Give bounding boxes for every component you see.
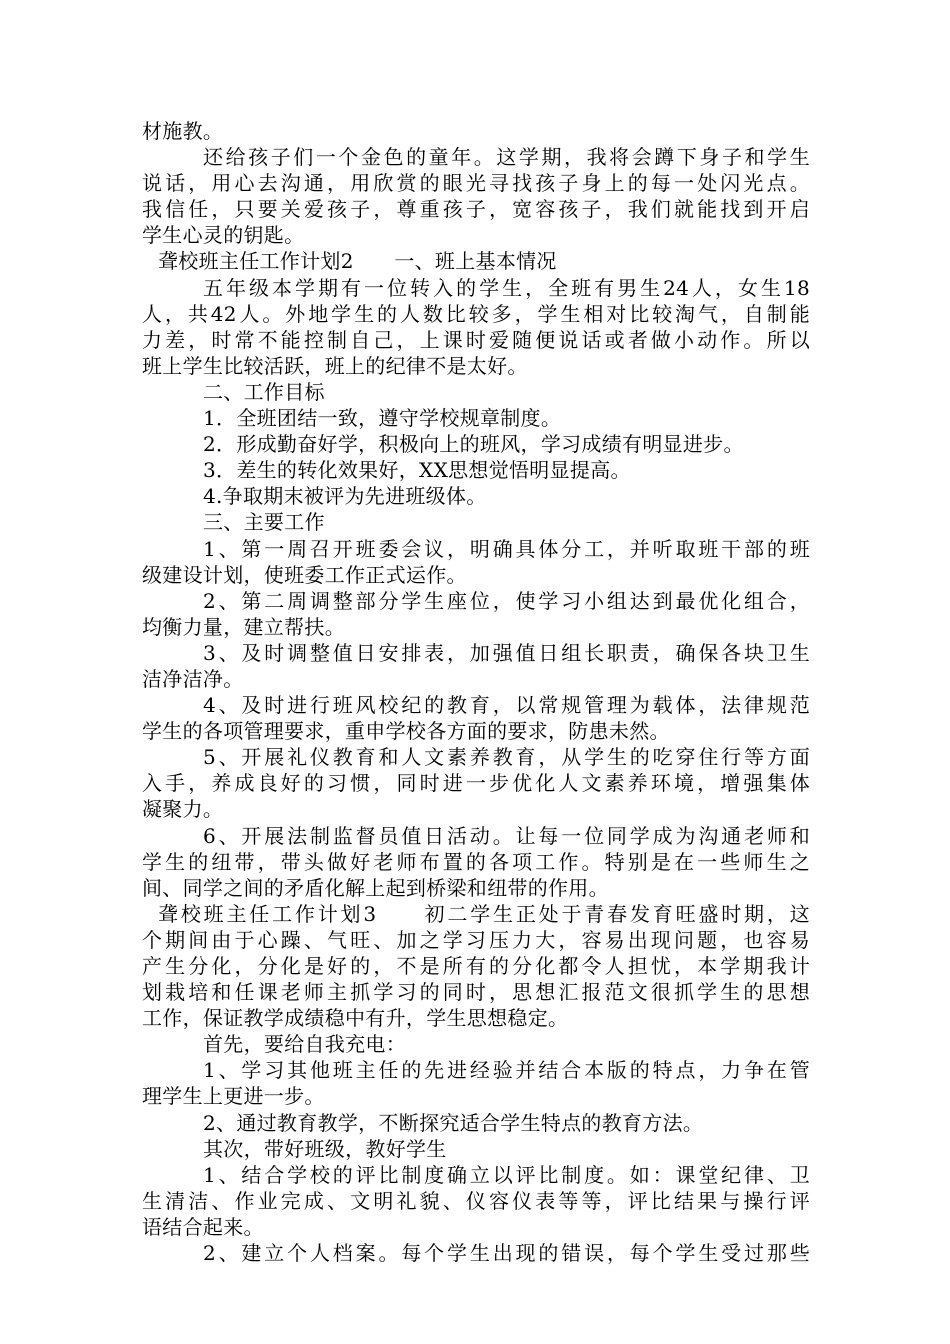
text-line: 说话，用心去沟通，用欣赏的眼光寻找孩子身上的每一处闪光点。: [142, 171, 810, 196]
text-line: 3．差生的转化效果好，XX思想觉悟明显提高。: [203, 458, 631, 483]
text-line: 均衡力量，建立帮扶。: [142, 614, 345, 639]
text-line: 4.争取期末被评为先进班级体。: [203, 484, 487, 509]
text-line: 产生分化，分化是好的，不是所有的分化都令人担忧，本学期我计: [142, 954, 810, 978]
text-line: 理学生上更进一步。: [142, 1084, 325, 1109]
text-line: 间、同学之间的矛盾化解上起到桥梁和纽带的作用。: [142, 875, 609, 900]
text-line: 还给孩子们一个金色的童年。这学期，我将会蹲下身子和学生: [203, 145, 810, 170]
text-line: 二、工作目标: [203, 379, 325, 404]
text-line: 我信任，只要关爱孩子，尊重孩子，宽容孩子，我们就能找到开启: [142, 197, 810, 222]
text-line: 人，共42人。外地学生的人数比较多，学生相对比较淘气，自制能: [142, 301, 810, 326]
text-line: 划栽培和任课老师主抓学习的同时，思想汇报范文很抓学生的思想: [142, 980, 810, 1005]
text-line: 6、开展法制监督员值日活动。让每一位同学成为沟通老师和: [203, 823, 810, 848]
text-line: 凝聚力。: [142, 797, 224, 822]
text-line: 学生的纽带，带头做好老师布置的各项工作。特别是在一些师生之: [142, 849, 810, 874]
text-line: 4、及时进行班风校纪的教育，以常规管理为载体，法律规范: [203, 693, 810, 718]
text-line: 5、开展礼仪教育和人文素养教育，从学生的吃穿住行等方面: [203, 745, 810, 770]
text-line: 班上学生比较活跃，班上的纪律不是太好。: [142, 353, 528, 378]
text-line: 级建设计划，使班委工作正式运作。: [142, 562, 467, 587]
text-line: 2、通过教育教学，不断探究适合学生特点的教育方法。: [203, 1110, 704, 1135]
text-line: 力差，时常不能控制自己，上课时爱随便说话或者做小动作。所以: [142, 327, 810, 352]
text-line: 三、主要工作: [203, 510, 325, 535]
text-line: 2、建立个人档案。每个学生出现的错误，每个学生受过那些: [203, 1241, 810, 1266]
text-line: 3、及时调整值日安排表，加强值日组长职责，确保各块卫生: [203, 640, 810, 665]
text-line: 学生心灵的钥匙。: [142, 223, 305, 248]
text-line: 2．形成勤奋好学，积极向上的班风，学习成绩有明显进步。: [203, 432, 744, 457]
text-line: 学生的各项管理要求，重申学校各方面的要求，防患未然。: [142, 719, 670, 744]
text-line: 个期间由于心躁、气旺、加之学习压力大，容易出现问题，也容易: [142, 927, 810, 952]
text-line: 材施教。: [142, 119, 224, 143]
text-line: 聋校班主任工作计划2 一、班上基本情况: [158, 249, 557, 274]
document-body: [142, 118, 810, 1266]
text-line: 1、学习其他班主任的先进经验并结合本版的特点，力争在管: [203, 1058, 810, 1083]
text-line: 1．全班团结一致，遵守学校规章制度。: [203, 406, 562, 431]
text-line: 1、结合学校的评比制度确立以评比制度。如：课堂纪律、卫: [203, 1162, 810, 1187]
text-line: 首先，要给自我充电：: [203, 1032, 406, 1057]
text-line: 五年级本学期有一位转入的学生，全班有男生24人，女生18: [203, 275, 810, 300]
text-line: 入手，养成良好的习惯，同时进一步优化人文素养环境，增强集体: [142, 771, 810, 796]
text-line: 聋校班主任工作计划3 初二学生正处于青春发育旺盛时期，这: [158, 901, 810, 926]
text-line: 工作，保证教学成绩稳中有升，学生思想稳定。: [142, 1006, 569, 1031]
text-line: 语结合起来。: [142, 1214, 264, 1239]
text-line: 2、第二周调整部分学生座位，使学习小组达到最优化组合，: [203, 588, 810, 613]
text-line: 其次，带好班级，教好学生: [203, 1136, 447, 1161]
text-line: 生清洁、作业完成、文明礼貌、仪容仪表等等，评比结果与操行评: [142, 1188, 810, 1213]
text-line: 洁净洁净。: [142, 666, 244, 691]
text-line: 1、第一周召开班委会议，明确具体分工，并听取班干部的班: [203, 536, 810, 561]
